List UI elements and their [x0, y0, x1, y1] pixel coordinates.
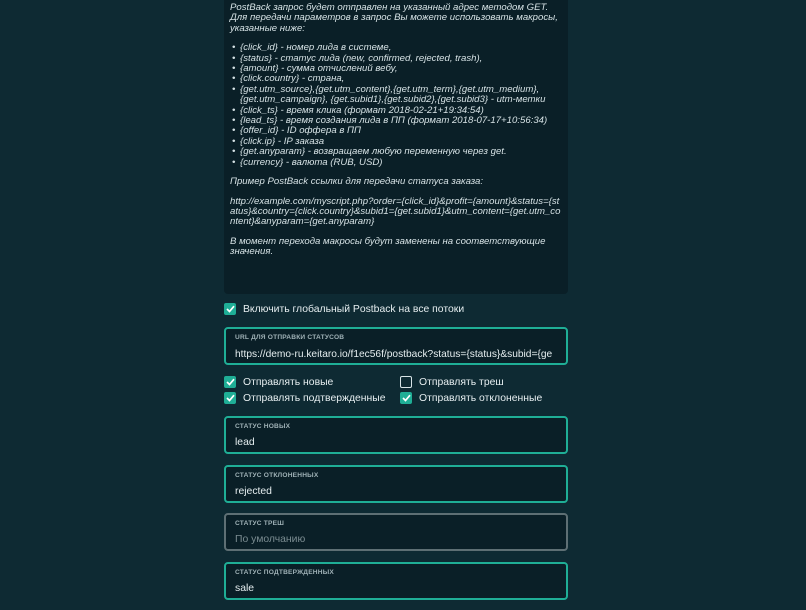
postback-url-field[interactable]: [224, 327, 568, 365]
check-icon: [226, 394, 235, 402]
postback-intro: PostBack запрос будет отправлен на указанный адрес методом GET. Для передачи параметров в запрос Вы можете использовать макросы, указанные ниже:: [230, 2, 558, 34]
macro-item: • {amount} - сумма отчислений вебу,: [240, 64, 562, 74]
send-new-checkbox[interactable]: [224, 376, 236, 388]
status-trash-input[interactable]: По умолчанию: [235, 534, 306, 545]
status-trash-field[interactable]: [224, 513, 568, 551]
example-url: http://example.com/myscript.php?order={click_id}&profit={amount}&status={status}&country={click.country}&subid1={get.subid1}&utm_content={get.utm_content}&anyparam={get.anyparam}: [230, 195, 561, 228]
status-new-input[interactable]: lead: [235, 437, 255, 448]
status-trash-label: СТАТУС ТРЕШ: [235, 520, 285, 527]
postback-url-label: URL ДЛЯ ОТПРАВКИ СТАТУСОВ: [235, 334, 345, 341]
macro-item: • {lead_ts} - время создания лида в ПП (формат 2018-07-17+10:56:34): [240, 116, 562, 126]
check-icon: [402, 394, 411, 402]
macro-item: • {status} - статус лида (new, confirmed, rejected, trash),: [240, 54, 562, 64]
global-postback-label: Включить глобальный Postback на все потоки: [243, 303, 465, 315]
example-title: Пример PostBack ссылки для передачи статуса заказа:: [230, 176, 484, 188]
status-rejected-label: СТАТУС ОТКЛОНЕННЫХ: [235, 472, 319, 479]
send-rejected-checkbox[interactable]: [400, 392, 412, 404]
status-confirmed-label: СТАТУС ПОДТВЕРЖДЕННЫХ: [235, 569, 334, 576]
check-icon: [226, 378, 235, 386]
macro-item: • {offer_id} - ID оффера в ПП: [240, 126, 562, 136]
send-new-label: Отправлять новые: [243, 376, 334, 388]
status-new-label: СТАТУС НОВЫХ: [235, 423, 291, 430]
send-rejected-toggle[interactable]: [400, 392, 542, 404]
status-rejected-input[interactable]: rejected: [235, 486, 272, 497]
status-confirmed-field[interactable]: [224, 562, 568, 600]
macro-item: • {get.utm_source},{get.utm_content},{get.utm_term},{get.utm_medium},{get.utm_campaign}, {get.subid1},{get.subid2},{get.subid3} - utm-метки: [240, 85, 562, 106]
check-icon: [226, 305, 235, 313]
status-rejected-field[interactable]: [224, 465, 568, 503]
postback-info-panel: [224, 0, 568, 294]
macro-item: • {currency} - валюта (RUB, USD): [240, 158, 562, 168]
macros-list: [230, 43, 562, 168]
send-trash-toggle[interactable]: [400, 376, 504, 388]
macro-item: • {click_ts} - время клика (формат 2018-02-21+19:34:54): [240, 106, 562, 116]
status-new-field[interactable]: [224, 416, 568, 454]
global-postback-checkbox[interactable]: [224, 303, 236, 315]
send-trash-checkbox[interactable]: [400, 376, 412, 388]
send-confirmed-checkbox[interactable]: [224, 392, 236, 404]
send-new-toggle[interactable]: [224, 376, 333, 388]
send-rejected-label: Отправлять отклоненные: [419, 392, 543, 404]
send-confirmed-toggle[interactable]: [224, 392, 386, 404]
macro-item: • {click_id} - номер лида в системе,: [240, 43, 562, 53]
global-postback-toggle[interactable]: [224, 303, 464, 315]
postback-footer-note: В момент перехода макросы будут заменены на соответствующие значения.: [230, 235, 546, 258]
macro-item: • {click.ip} - IP заказа: [240, 137, 562, 147]
status-confirmed-input[interactable]: sale: [235, 583, 255, 594]
send-trash-label: Отправлять треш: [419, 376, 504, 388]
send-confirmed-label: Отправлять подтвержденные: [243, 392, 386, 404]
postback-url-input[interactable]: https://demo-ru.keitaro.io/f1ec56f/postback?status={status}&subid={ge: [235, 349, 553, 360]
macro-item: • {click.country} - страна,: [240, 74, 562, 84]
macro-item: • {get.anyparam} - возвращаем любую переменную через get.: [240, 147, 562, 157]
